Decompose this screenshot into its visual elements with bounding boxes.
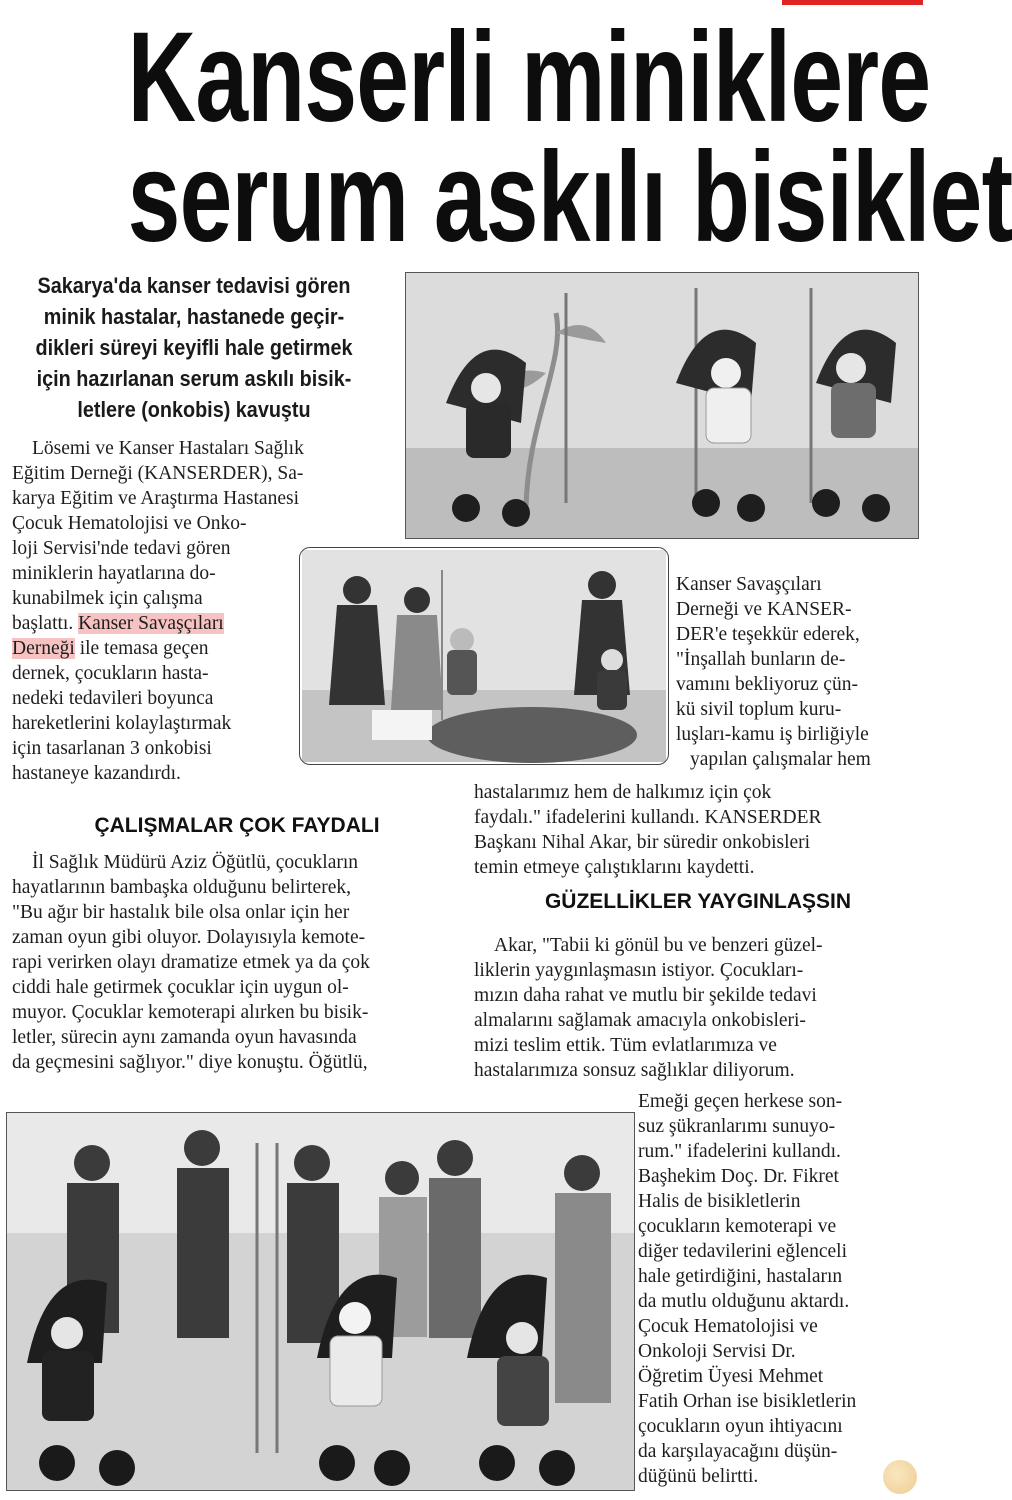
- text-line: liklerin yaygınlaşmasın istiyor. Çocukları-: [474, 960, 804, 981]
- text-line: Lösemi ve Kanser Hastaları Sağlık: [32, 438, 304, 459]
- text-line: almalarını sağlamak amacıyla onkobisleri-: [474, 1010, 806, 1031]
- text-line: "Bu ağır bir hastalık bile olsa onlar için her: [12, 902, 350, 923]
- text-line: miniklerin hayatlarına do-: [12, 563, 216, 584]
- text-line: suz şükranlarımı sunuyo-: [638, 1116, 836, 1137]
- body-col1-top: [12, 436, 384, 786]
- body-col2-section2: [474, 933, 916, 1083]
- text-line: Onkoloji Servisi Dr.: [638, 1341, 796, 1362]
- text-line: yapılan çalışmalar hem: [690, 749, 871, 770]
- text-line: loji Servisi'nde tedavi gören: [12, 538, 231, 559]
- text-line: Halis de bisikletlerin: [638, 1191, 801, 1212]
- photo-children-bicycles: [405, 272, 919, 539]
- text-line: hastaneye kazandırdı.: [12, 763, 181, 784]
- text-line: kunabilmek için çalışma: [12, 588, 203, 609]
- text-line-highlighted: başlattı. Kanser Savaşçıları: [12, 613, 224, 634]
- text-line: ciddi hale getirmek çocuklar için uygun ol-: [12, 977, 349, 998]
- lead-paragraph: [8, 270, 380, 425]
- text-line: mızın daha rahat ve mutlu bir şekilde tedavi: [474, 985, 817, 1006]
- text-line: Çocuk Hematolojisi ve Onko-: [12, 513, 247, 534]
- text-line: İl Sağlık Müdürü Aziz Öğütlü, çocukların: [32, 852, 359, 873]
- lead-line: dikleri süreyi keyifli hale getirmek: [35, 335, 353, 360]
- text-line: letler, sürecin aynı zamanda oyun havasında: [12, 1027, 357, 1048]
- text-line: hale getirdiğini, hastaların: [638, 1266, 843, 1287]
- text-line: Derneği ve KANSER-: [676, 599, 852, 620]
- text-line: Başhekim Doç. Dr. Fikret: [638, 1166, 839, 1187]
- text-line: rapi verirken olayı dramatize etmek ya da çok: [12, 952, 370, 973]
- text-line: temin etmeye çalıştıklarını kaydetti.: [474, 857, 755, 878]
- text-line: Emeği geçen herkese son-: [638, 1091, 843, 1112]
- text-line-highlighted: Derneği ile temasa geçen: [12, 638, 209, 659]
- text-line: Kanser Savaşçıları: [676, 574, 822, 595]
- text-line: DER'e teşekkür ederek,: [676, 624, 860, 645]
- text-line: çocukların kemoterapi ve: [638, 1216, 837, 1237]
- text-line: luşları-kamu iş birliğiyle: [676, 724, 869, 745]
- text-line: da geçmesini sağlıyor." diye konuştu. Öğütlü,: [12, 1052, 368, 1073]
- text-line: Akar, "Tabii ki gönül bu ve benzeri güzel-: [494, 935, 823, 956]
- text-line: Fatih Orhan ise bisikletlerin: [638, 1391, 857, 1412]
- lead-line: için hazırlanan serum askılı bisik-: [36, 366, 352, 391]
- text-line: kü sivil toplum kuru-: [676, 699, 842, 720]
- lead-line: letlere (onkobis) kavuştu: [77, 397, 311, 422]
- text-line: diğer tedavilerini eğlenceli: [638, 1241, 847, 1262]
- body-col-right-top: [676, 572, 916, 772]
- headline-line-2: serum askılı bisiklet: [127, 126, 1012, 269]
- publisher-logo-icon: [883, 1460, 917, 1494]
- text-line: hastalarımıza sonsuz sağlıklar diliyorum.: [474, 1060, 795, 1081]
- body-col3-bottom: [638, 1089, 918, 1489]
- text-line: dernek, çocukların hasta-: [12, 663, 209, 684]
- text-line: Çocuk Hematolojisi ve: [638, 1316, 818, 1337]
- text-line: vamını bekliyoruz çün-: [676, 674, 858, 695]
- text-line: hayatlarının bambaşka olduğunu belirterek,: [12, 877, 351, 898]
- text-line: çocukların oyun ihtiyacını: [638, 1416, 843, 1437]
- text-line: zaman oyun gibi oluyor. Dolayısıyla kemote-: [12, 927, 366, 948]
- text-line: Öğretim Üyesi Mehmet: [638, 1366, 824, 1387]
- body-col1-section2: [12, 850, 460, 1075]
- text-line: için tasarlanan 3 onkobisi: [12, 738, 212, 759]
- text-line: faydalı." ifadelerini kullandı. KANSERDER: [474, 807, 822, 828]
- text-line: hareketlerini kolaylaştırmak: [12, 713, 232, 734]
- body-col-right-wide: [474, 780, 914, 880]
- text-line: nedeki tedavileri boyunca: [12, 688, 214, 709]
- text-line: "İnşallah bunların de-: [676, 649, 846, 670]
- headline-line-1: Kanserli miniklere: [127, 6, 931, 149]
- text-line: da mutlu olduğunu aktardı.: [638, 1291, 850, 1312]
- text-line: muyor. Çocuklar kemoterapi alırken bu bisik-: [12, 1002, 369, 1023]
- top-red-bar: [782, 0, 923, 5]
- text-line: da karşılayacağını düşün-: [638, 1441, 838, 1462]
- highlight-mark: Kanser Savaşçıları: [78, 613, 224, 634]
- text-line: mizi teslim ettik. Tüm evlatlarımıza ve: [474, 1035, 777, 1056]
- lead-line: minik hastalar, hastanede geçir-: [43, 304, 345, 329]
- subheading-2: GÜZELLİKLER YAYGINLAŞSIN: [544, 890, 852, 913]
- text-line: Eğitim Derneği (KANSERDER), Sa-: [12, 463, 304, 484]
- lead-line: Sakarya'da kanser tedavisi gören: [37, 273, 351, 298]
- subheading-1: ÇALIŞMALAR ÇOK FAYDALI: [94, 814, 380, 837]
- text-line: Başkanı Nihal Akar, bir süredir onkobisleri: [474, 832, 811, 853]
- text-line: hastalarımız hem de halkımız için çok: [474, 782, 772, 803]
- text-line: düğünü belirtti.: [638, 1466, 759, 1487]
- photo-group-with-bicycles: [6, 1112, 635, 1491]
- text-line: karya Eğitim ve Araştırma Hastanesi: [12, 488, 299, 509]
- text-line: rum." ifadelerini kullandı.: [638, 1141, 841, 1162]
- highlight-mark: Derneği: [12, 638, 75, 659]
